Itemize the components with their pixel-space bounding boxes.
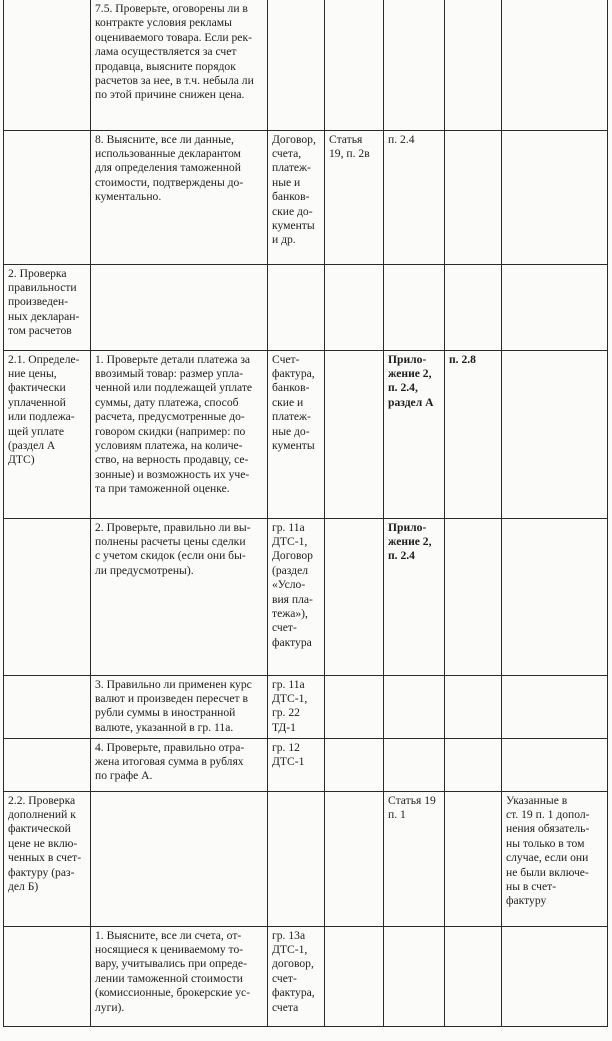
extra-ref-cell: [445, 738, 502, 791]
table-row: [4, 738, 608, 791]
regulation-ref-cell: [384, 738, 445, 791]
document-cell: гр. 13а ДТС-1, договор, счет- фактура, счета: [268, 926, 325, 1026]
note-cell: [502, 130, 608, 264]
action-cell: 4. Проверьте, правильно отра- жена итоговая сумма в рублях по графе А.: [91, 738, 268, 791]
note-cell: [502, 926, 608, 1026]
note-cell: [502, 518, 608, 675]
action-cell: 2. Проверьте, правильно ли вы- полнены расчеты цены сделки с учетом скидок (если они бы- ли предусмотрены).: [91, 518, 268, 675]
regulation-ref-cell: [384, 926, 445, 1026]
action-cell: 7.5. Проверьте, оговорены ли в контракте условия рекламы оцениваемого товара. Если рек- лама осуществляется за счет продавца, выясните порядок расчетов за нее, в т.ч. небыла ли по этой причине снижен цена.: [91, 0, 268, 130]
regulation-ref-cell: Прило- жение 2, п. 2.4, раздел А: [384, 350, 445, 518]
action-cell: 1. Выясните, все ли счета, от- носящиеся к цениваемому то- вару, учитывались при опреде- лении таможенной стоимости (комиссионные, брокерские ус- луги).: [91, 926, 268, 1026]
document-cell: Договор, счета, платеж- ные и банков- ские до- кументы и др.: [268, 130, 325, 264]
law-ref-cell: [325, 926, 384, 1026]
extra-ref-cell: [445, 675, 502, 738]
regulation-ref-cell: Прило- жение 2, п. 2.4: [384, 518, 445, 675]
document-cell: гр. 12 ДТС-1: [268, 738, 325, 791]
extra-ref-cell: [445, 0, 502, 130]
note-cell: [502, 675, 608, 738]
regulation-ref-cell: [384, 675, 445, 738]
table-row: [4, 130, 608, 264]
document-cell: [268, 791, 325, 926]
section-cell: 2.2. Проверка дополнений к фактической цене не вклю- ченных в счет- фактуру (раз- дел Б): [4, 791, 91, 926]
law-ref-cell: [325, 350, 384, 518]
section-cell: [4, 926, 91, 1026]
table-row: [4, 791, 608, 926]
regulation-ref-cell: [384, 0, 445, 130]
table-row: [4, 264, 608, 350]
note-cell: [502, 264, 608, 350]
document-cell: [268, 264, 325, 350]
extra-ref-cell: [445, 791, 502, 926]
law-ref-cell: [325, 675, 384, 738]
table-row: [4, 675, 608, 738]
section-cell: [4, 675, 91, 738]
extra-ref-cell: [445, 264, 502, 350]
note-cell: [502, 738, 608, 791]
action-cell: [91, 264, 268, 350]
table-row: [4, 518, 608, 675]
law-ref-cell: [325, 518, 384, 675]
document-cell: [268, 0, 325, 130]
section-cell: [4, 518, 91, 675]
extra-ref-cell: п. 2.8: [445, 350, 502, 518]
section-cell: [4, 0, 91, 130]
note-cell: Указанные в ст. 19 п. 1 допол- нения обязатель- ны только в том случае, если они не были включе- ны в счет- фактуру: [502, 791, 608, 926]
customs-check-table: [3, 0, 608, 1027]
table-row: [4, 0, 608, 130]
table-row: [4, 350, 608, 518]
law-ref-cell: [325, 264, 384, 350]
document-cell: гр. 11а ДТС-1, гр. 22 ТД-1: [268, 675, 325, 738]
section-cell: [4, 130, 91, 264]
section-cell: 2. Проверка правильности произведен- ных декларан- том расчетов: [4, 264, 91, 350]
law-ref-cell: Статья 19, п. 2в: [325, 130, 384, 264]
extra-ref-cell: [445, 518, 502, 675]
extra-ref-cell: [445, 926, 502, 1026]
document-cell: гр. 11а ДТС-1, Договор (раздел «Усло- вия пла- тежа»), счет- фактура: [268, 518, 325, 675]
action-cell: 3. Правильно ли применен курс валют и произведен пересчет в рубли суммы в иностранной валюте, указанной в гр. 11а.: [91, 675, 268, 738]
note-cell: [502, 350, 608, 518]
law-ref-cell: [325, 738, 384, 791]
action-cell: 8. Выясните, все ли данные, использованные декларантом для определения таможенной стоимости, подтверждены до- кументально.: [91, 130, 268, 264]
action-cell: [91, 791, 268, 926]
section-cell: [4, 738, 91, 791]
action-cell: 1. Проверьте детали платежа за ввозимый товар: размер упла- ченной или подлежащей уплате суммы, дату платежа, способ расчета, предусмотренные до- говором скидки (например: по условиям платежа, на количе- ство, на верность продавцу, се- зонные) и возможность их уче- та при таможенной оценке.: [91, 350, 268, 518]
document-cell: Счет- фактура, банков- ские и платеж- ные до- кументы: [268, 350, 325, 518]
regulation-ref-cell: Статья 19 п. 1: [384, 791, 445, 926]
extra-ref-cell: [445, 130, 502, 264]
table-row: [4, 926, 608, 1026]
note-cell: [502, 0, 608, 130]
regulation-ref-cell: п. 2.4: [384, 130, 445, 264]
regulation-ref-cell: [384, 264, 445, 350]
law-ref-cell: [325, 0, 384, 130]
law-ref-cell: [325, 791, 384, 926]
section-cell: 2.1. Определе- ние цены, фактически уплаченной или подлежа- щей уплате (раздел А ДТС): [4, 350, 91, 518]
